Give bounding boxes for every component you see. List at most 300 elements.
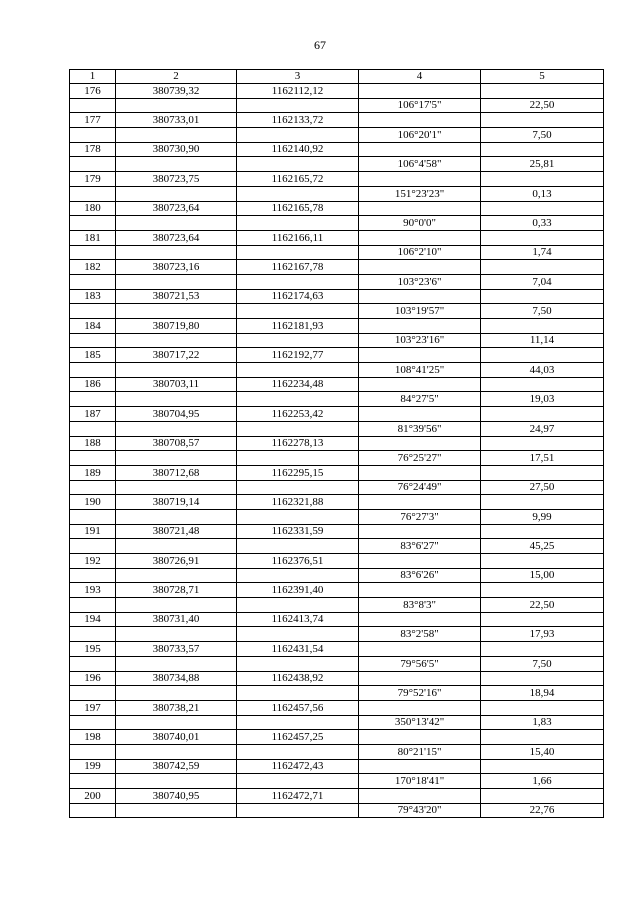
y-coordinate-cell-empty [237,98,359,113]
direction-angle-cell: 103°23'6" [359,274,481,289]
table-row-segment [70,656,604,671]
table-row-segment [70,304,604,319]
direction-angle-cell: 151°23'23" [359,186,481,201]
direction-angle-cell: 76°27'3" [359,509,481,524]
distance-cell-empty [481,700,604,715]
distance-cell: 45,25 [481,539,604,554]
table-row-segment [70,803,604,818]
angle-cell-empty [359,465,481,480]
distance-cell: 7,50 [481,656,604,671]
distance-cell: 15,00 [481,568,604,583]
angle-cell-empty [359,612,481,627]
direction-angle-cell: 79°43'20" [359,803,481,818]
y-coordinate-cell: 1162295,15 [237,465,359,480]
x-coordinate-cell: 380740,95 [116,789,237,804]
point-number-cell-empty [70,363,116,378]
y-coordinate-cell: 1162438,92 [237,671,359,686]
distance-cell-empty [481,612,604,627]
direction-angle-cell: 83°2'58" [359,627,481,642]
distance-cell: 44,03 [481,363,604,378]
distance-cell: 7,50 [481,304,604,319]
x-coordinate-cell: 380728,71 [116,583,237,598]
point-number-cell-empty [70,333,116,348]
y-coordinate-cell-empty [237,363,359,378]
x-coordinate-cell-empty [116,304,237,319]
point-number-cell-empty [70,274,116,289]
point-number-cell-empty [70,128,116,143]
point-number-cell: 195 [70,642,116,657]
point-number-cell: 196 [70,671,116,686]
point-number-cell-empty [70,245,116,260]
table-row-segment [70,98,604,113]
distance-cell: 1,83 [481,715,604,730]
header-col-1: 1 [70,70,116,84]
point-number-cell-empty [70,480,116,495]
angle-cell-empty [359,84,481,99]
x-coordinate-cell-empty [116,363,237,378]
table-row-point [70,377,604,392]
y-coordinate-cell: 1162431,54 [237,642,359,657]
angle-cell-empty [359,142,481,157]
x-coordinate-cell-empty [116,333,237,348]
direction-angle-cell: 103°19'57" [359,304,481,319]
distance-cell: 0,13 [481,186,604,201]
direction-angle-cell: 79°52'16" [359,686,481,701]
point-number-cell-empty [70,803,116,818]
direction-angle-cell: 106°17'5" [359,98,481,113]
table-row-point [70,700,604,715]
y-coordinate-cell: 1162472,43 [237,759,359,774]
x-coordinate-cell-empty [116,539,237,554]
point-number-cell-empty [70,451,116,466]
point-number-cell-empty [70,421,116,436]
point-number-cell: 183 [70,289,116,304]
x-coordinate-cell: 380742,59 [116,759,237,774]
table-row-segment [70,421,604,436]
point-number-cell: 180 [70,201,116,216]
table-row-segment [70,216,604,231]
point-number-cell: 179 [70,172,116,187]
point-number-cell: 194 [70,612,116,627]
table-row-point [70,201,604,216]
x-coordinate-cell: 380734,88 [116,671,237,686]
angle-cell-empty [359,730,481,745]
y-coordinate-cell-empty [237,774,359,789]
point-number-cell-empty [70,568,116,583]
point-number-cell: 190 [70,495,116,510]
angle-cell-empty [359,230,481,245]
x-coordinate-cell: 380704,95 [116,407,237,422]
y-coordinate-cell-empty [237,333,359,348]
table-row-point [70,671,604,686]
table-row-point [70,230,604,245]
angle-cell-empty [359,407,481,422]
y-coordinate-cell: 1162140,92 [237,142,359,157]
x-coordinate-cell: 380703,11 [116,377,237,392]
y-coordinate-cell: 1162112,12 [237,84,359,99]
point-number-cell-empty [70,392,116,407]
table-header-row [70,70,604,84]
distance-cell-empty [481,289,604,304]
x-coordinate-cell: 380726,91 [116,554,237,569]
x-coordinate-cell-empty [116,686,237,701]
x-coordinate-cell-empty [116,216,237,231]
x-coordinate-cell-empty [116,598,237,613]
x-coordinate-cell: 380723,64 [116,201,237,216]
angle-cell-empty [359,495,481,510]
distance-cell: 15,40 [481,744,604,759]
y-coordinate-cell-empty [237,392,359,407]
x-coordinate-cell-empty [116,274,237,289]
y-coordinate-cell: 1162174,63 [237,289,359,304]
distance-cell: 22,50 [481,98,604,113]
direction-angle-cell: 79°56'5" [359,656,481,671]
header-col-3: 3 [237,70,359,84]
table-row-segment [70,480,604,495]
point-number-cell-empty [70,98,116,113]
distance-cell-empty [481,759,604,774]
distance-cell-empty [481,348,604,363]
distance-cell-empty [481,260,604,275]
header-col-2: 2 [116,70,237,84]
y-coordinate-cell-empty [237,186,359,201]
table-row-point [70,348,604,363]
y-coordinate-cell-empty [237,245,359,260]
y-coordinate-cell: 1162376,51 [237,554,359,569]
angle-cell-empty [359,436,481,451]
y-coordinate-cell-empty [237,598,359,613]
table-row-segment [70,186,604,201]
point-number-cell: 199 [70,759,116,774]
angle-cell-empty [359,319,481,334]
x-coordinate-cell: 380717,22 [116,348,237,363]
distance-cell-empty [481,642,604,657]
x-coordinate-cell: 380712,68 [116,465,237,480]
table-row-point [70,495,604,510]
y-coordinate-cell: 1162331,59 [237,524,359,539]
y-coordinate-cell: 1162321,88 [237,495,359,510]
y-coordinate-cell-empty [237,128,359,143]
point-number-cell-empty [70,539,116,554]
angle-cell-empty [359,789,481,804]
distance-cell-empty [481,495,604,510]
distance-cell: 27,50 [481,480,604,495]
y-coordinate-cell: 1162457,25 [237,730,359,745]
direction-angle-cell: 106°2'10" [359,245,481,260]
angle-cell-empty [359,113,481,128]
angle-cell-empty [359,172,481,187]
distance-cell-empty [481,465,604,480]
distance-cell-empty [481,554,604,569]
point-number-cell: 181 [70,230,116,245]
point-number-cell: 178 [70,142,116,157]
point-number-cell: 186 [70,377,116,392]
distance-cell-empty [481,671,604,686]
x-coordinate-cell-empty [116,98,237,113]
table-row-segment [70,392,604,407]
distance-cell-empty [481,319,604,334]
table-row-segment [70,539,604,554]
distance-cell: 11,14 [481,333,604,348]
header-col-5: 5 [481,70,604,84]
point-number-cell: 182 [70,260,116,275]
table-row-point [70,172,604,187]
x-coordinate-cell: 380739,32 [116,84,237,99]
distance-cell: 9,99 [481,509,604,524]
x-coordinate-cell: 380721,48 [116,524,237,539]
point-number-cell-empty [70,509,116,524]
direction-angle-cell: 76°24'49" [359,480,481,495]
table-row-segment [70,157,604,172]
x-coordinate-cell-empty [116,715,237,730]
point-number-cell: 177 [70,113,116,128]
distance-cell-empty [481,201,604,216]
table-row-point [70,142,604,157]
point-number-cell: 189 [70,465,116,480]
distance-cell-empty [481,789,604,804]
angle-cell-empty [359,201,481,216]
point-number-cell-empty [70,186,116,201]
angle-cell-empty [359,554,481,569]
y-coordinate-cell-empty [237,803,359,818]
point-number-cell: 192 [70,554,116,569]
x-coordinate-cell-empty [116,774,237,789]
distance-cell: 7,50 [481,128,604,143]
distance-cell: 18,94 [481,686,604,701]
angle-cell-empty [359,700,481,715]
distance-cell: 17,93 [481,627,604,642]
direction-angle-cell: 170°18'41" [359,774,481,789]
y-coordinate-cell: 1162413,74 [237,612,359,627]
y-coordinate-cell-empty [237,509,359,524]
table-row-segment [70,774,604,789]
distance-cell: 24,97 [481,421,604,436]
distance-cell-empty [481,524,604,539]
distance-cell: 1,74 [481,245,604,260]
x-coordinate-cell-empty [116,392,237,407]
table-row-point [70,524,604,539]
table-row-segment [70,363,604,378]
table-row-segment [70,598,604,613]
x-coordinate-cell-empty [116,803,237,818]
table-row-point [70,319,604,334]
table-row-point [70,260,604,275]
point-number-cell-empty [70,656,116,671]
table-row-segment [70,568,604,583]
point-number-cell: 185 [70,348,116,363]
point-number-cell: 184 [70,319,116,334]
table-row-point [70,612,604,627]
table-row-point [70,642,604,657]
direction-angle-cell: 90°0'0" [359,216,481,231]
point-number-cell: 188 [70,436,116,451]
point-number-cell-empty [70,627,116,642]
x-coordinate-cell: 380730,90 [116,142,237,157]
y-coordinate-cell: 1162234,48 [237,377,359,392]
y-coordinate-cell-empty [237,539,359,554]
y-coordinate-cell-empty [237,480,359,495]
point-number-cell-empty [70,304,116,319]
y-coordinate-cell-empty [237,304,359,319]
table-row-segment [70,274,604,289]
point-number-cell-empty [70,686,116,701]
x-coordinate-cell-empty [116,245,237,260]
x-coordinate-cell: 380719,14 [116,495,237,510]
x-coordinate-cell: 380738,21 [116,700,237,715]
x-coordinate-cell: 380733,57 [116,642,237,657]
distance-cell-empty [481,730,604,745]
distance-cell: 25,81 [481,157,604,172]
direction-angle-cell: 80°21'15" [359,744,481,759]
direction-angle-cell: 84°27'5" [359,392,481,407]
table-row-point [70,583,604,598]
y-coordinate-cell: 1162166,11 [237,230,359,245]
point-number-cell: 198 [70,730,116,745]
table-row-point [70,113,604,128]
y-coordinate-cell: 1162165,72 [237,172,359,187]
distance-cell: 19,03 [481,392,604,407]
angle-cell-empty [359,377,481,392]
distance-cell: 22,50 [481,598,604,613]
angle-cell-empty [359,524,481,539]
y-coordinate-cell: 1162457,56 [237,700,359,715]
angle-cell-empty [359,671,481,686]
angle-cell-empty [359,348,481,363]
table-row-segment [70,333,604,348]
y-coordinate-cell: 1162192,77 [237,348,359,363]
point-number-cell-empty [70,598,116,613]
y-coordinate-cell: 1162167,78 [237,260,359,275]
y-coordinate-cell: 1162278,13 [237,436,359,451]
table-row-point [70,465,604,480]
coordinates-table [69,69,604,818]
distance-cell-empty [481,407,604,422]
distance-cell: 22,76 [481,803,604,818]
table-row-segment [70,128,604,143]
direction-angle-cell: 81°39'56" [359,421,481,436]
table-row-point [70,84,604,99]
distance-cell-empty [481,113,604,128]
page-number: 67 [314,38,326,52]
direction-angle-cell: 76°25'27" [359,451,481,466]
distance-cell-empty [481,142,604,157]
y-coordinate-cell-empty [237,627,359,642]
y-coordinate-cell-empty [237,157,359,172]
x-coordinate-cell-empty [116,744,237,759]
table-body [70,84,604,818]
y-coordinate-cell: 1162253,42 [237,407,359,422]
table-row-point [70,789,604,804]
y-coordinate-cell: 1162472,71 [237,789,359,804]
table-row-segment [70,509,604,524]
distance-cell-empty [481,583,604,598]
angle-cell-empty [359,583,481,598]
distance-cell-empty [481,84,604,99]
point-number-cell-empty [70,157,116,172]
x-coordinate-cell: 380723,75 [116,172,237,187]
table-row-segment [70,627,604,642]
x-coordinate-cell-empty [116,186,237,201]
direction-angle-cell: 103°23'16" [359,333,481,348]
x-coordinate-cell-empty [116,568,237,583]
y-coordinate-cell-empty [237,451,359,466]
direction-angle-cell: 108°41'25" [359,363,481,378]
y-coordinate-cell: 1162391,40 [237,583,359,598]
table-row-segment [70,715,604,730]
table-row-point [70,289,604,304]
direction-angle-cell: 83°6'27" [359,539,481,554]
point-number-cell-empty [70,774,116,789]
x-coordinate-cell: 380723,16 [116,260,237,275]
point-number-cell-empty [70,715,116,730]
x-coordinate-cell-empty [116,509,237,524]
angle-cell-empty [359,642,481,657]
distance-cell: 0,33 [481,216,604,231]
y-coordinate-cell-empty [237,656,359,671]
distance-cell: 17,51 [481,451,604,466]
point-number-cell-empty [70,216,116,231]
x-coordinate-cell: 380731,40 [116,612,237,627]
point-number-cell-empty [70,744,116,759]
angle-cell-empty [359,260,481,275]
y-coordinate-cell: 1162165,78 [237,201,359,216]
distance-cell-empty [481,436,604,451]
x-coordinate-cell: 380708,57 [116,436,237,451]
x-coordinate-cell: 380721,53 [116,289,237,304]
x-coordinate-cell-empty [116,157,237,172]
direction-angle-cell: 106°4'58" [359,157,481,172]
x-coordinate-cell-empty [116,128,237,143]
point-number-cell: 176 [70,84,116,99]
point-number-cell: 197 [70,700,116,715]
table-row-segment [70,686,604,701]
x-coordinate-cell-empty [116,627,237,642]
y-coordinate-cell-empty [237,216,359,231]
table-row-point [70,407,604,422]
point-number-cell: 193 [70,583,116,598]
table-row-segment [70,451,604,466]
direction-angle-cell: 106°20'1" [359,128,481,143]
distance-cell-empty [481,230,604,245]
direction-angle-cell: 350°13'42" [359,715,481,730]
table-row-segment [70,245,604,260]
y-coordinate-cell-empty [237,744,359,759]
distance-cell-empty [481,172,604,187]
x-coordinate-cell-empty [116,421,237,436]
table-row-point [70,759,604,774]
y-coordinate-cell: 1162133,72 [237,113,359,128]
x-coordinate-cell: 380740,01 [116,730,237,745]
table-row-point [70,436,604,451]
point-number-cell: 191 [70,524,116,539]
table-row-point [70,730,604,745]
y-coordinate-cell-empty [237,686,359,701]
header-col-4: 4 [359,70,481,84]
angle-cell-empty [359,289,481,304]
angle-cell-empty [359,759,481,774]
x-coordinate-cell: 380719,80 [116,319,237,334]
distance-cell: 1,66 [481,774,604,789]
point-number-cell: 200 [70,789,116,804]
table-row-point [70,554,604,569]
x-coordinate-cell-empty [116,656,237,671]
x-coordinate-cell-empty [116,451,237,466]
direction-angle-cell: 83°8'3" [359,598,481,613]
y-coordinate-cell-empty [237,274,359,289]
x-coordinate-cell-empty [116,480,237,495]
point-number-cell: 187 [70,407,116,422]
direction-angle-cell: 83°6'26" [359,568,481,583]
